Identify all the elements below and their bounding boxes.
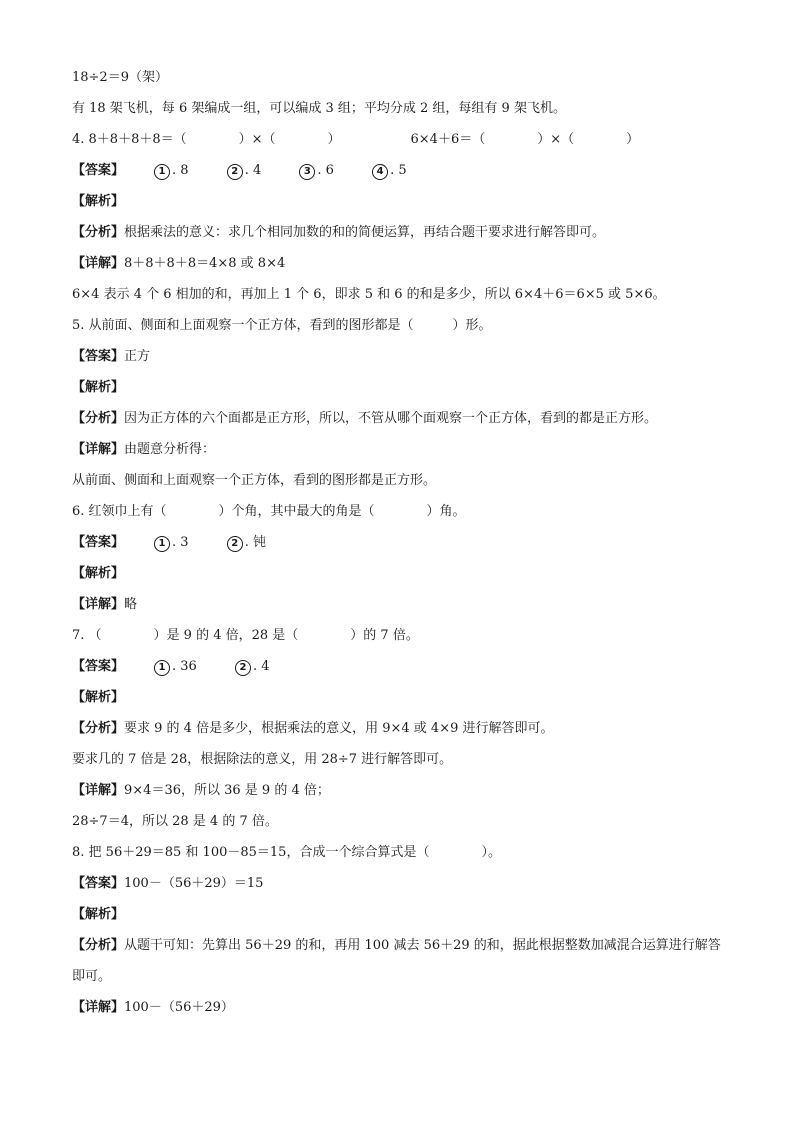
detail-text: 8＋8＋8＋8＝4×8 或 8×4: [124, 256, 286, 271]
circled-number: 1: [154, 660, 170, 676]
jiexi-heading: 【解析】: [72, 690, 125, 705]
answer-row: [72, 868, 732, 899]
answer-value: . 3: [172, 535, 189, 550]
answer-value: . 4: [252, 659, 270, 674]
detail-tag: 【详解】: [72, 442, 125, 457]
detail-text: 由题意分析得：: [124, 442, 216, 457]
detail-text: 100－（56＋29）: [124, 1000, 234, 1015]
question-4-part-b: 6×4＋6＝（ ）×（ ）: [410, 132, 640, 147]
detail-row: [72, 589, 732, 620]
answer-item: [154, 527, 189, 558]
answer-row: [72, 527, 732, 558]
detail-text: 略: [124, 597, 138, 612]
jiexi-heading: 【解析】: [72, 566, 125, 581]
answer-value: . 6: [317, 163, 334, 178]
answer-value: . 5: [390, 163, 407, 178]
detail-row: [72, 992, 732, 1023]
jiexi-heading: 【解析】: [72, 194, 125, 209]
document-page: [72, 62, 732, 1023]
circled-number: 2: [235, 660, 251, 676]
circled-number: 3: [299, 164, 315, 180]
answer-item: [154, 651, 197, 682]
detail-tag: 【详解】: [72, 597, 125, 612]
answer-value: . 钝: [244, 535, 266, 550]
answer-item: [235, 651, 270, 682]
detail-tag: 【详解】: [72, 256, 125, 271]
answer-item: [299, 155, 334, 186]
detail-row: [72, 775, 732, 806]
answer-tag: 【答案】: [72, 535, 125, 550]
analysis-row: [72, 713, 732, 744]
analysis-tag: 【分析】: [72, 411, 125, 426]
answer-item: [372, 155, 407, 186]
circled-number: 1: [154, 164, 170, 180]
analysis-row: [72, 930, 732, 992]
circled-number: 2: [227, 164, 243, 180]
answer-value: 正方: [124, 349, 151, 364]
analysis-text: 从题干可知：先算出 56＋29 的和，再用 100 减去 56＋29 的和，据此根据整数加减混合运算进行解答即可。: [72, 938, 721, 984]
answer-list: [124, 651, 270, 682]
detail-text: 9×4＝36，所以 36 是 9 的 4 倍；: [124, 783, 330, 798]
jiexi-heading: 【解析】: [72, 907, 125, 922]
answer-value: . 4: [244, 163, 262, 178]
answer-item: [154, 155, 189, 186]
text-line: 18÷2＝9（架）: [72, 70, 168, 85]
answer-tag: 【答案】: [72, 349, 125, 364]
jiexi-heading: 【解析】: [72, 380, 125, 395]
answer-list: [124, 527, 266, 558]
circled-number: 1: [154, 536, 170, 552]
answer-list: [124, 155, 407, 186]
question-8: 8. 把 56＋29＝85 和 100－85＝15，合成一个综合算式是（ ）。: [72, 845, 501, 860]
text-line: 6×4 表示 4 个 6 相加的和，再加上 1 个 6，即求 5 和 6 的和是多少，所以 6×4＋6＝6×5 或 5×6。: [72, 287, 666, 302]
answer-tag: 【答案】: [72, 876, 125, 891]
question-4: [72, 124, 732, 155]
detail-tag: 【详解】: [72, 783, 125, 798]
circled-number: 2: [227, 536, 243, 552]
text-line: 从前面、侧面和上面观察一个正方体，看到的图形都是正方形。: [72, 473, 437, 488]
detail-row: [72, 248, 732, 279]
circled-number: 4: [372, 164, 388, 180]
analysis-row: [72, 217, 732, 248]
question-7: 7. （ ）是 9 的 4 倍，28 是（ ）的 7 倍。: [72, 628, 419, 643]
question-6: 6. 红领巾上有（ ）个角，其中最大的角是（ ）角。: [72, 504, 466, 519]
answer-row: [72, 155, 732, 186]
analysis-text: 因为正方体的六个面都是正方形，所以，不管从哪个面观察一个正方体，看到的都是正方形。: [124, 411, 658, 426]
question-5: 5. 从前面、侧面和上面观察一个正方体，看到的图形都是（ ）形。: [72, 318, 492, 333]
detail-row: [72, 434, 732, 465]
analysis-tag: 【分析】: [72, 225, 125, 240]
analysis-row: [72, 403, 732, 434]
analysis-tag: 【分析】: [72, 938, 125, 953]
answer-tag: 【答案】: [72, 659, 125, 674]
question-4-part-a: 4. 8＋8＋8＋8＝（ ）×（ ）: [72, 132, 341, 147]
detail-tag: 【详解】: [72, 1000, 125, 1015]
answer-tag: 【答案】: [72, 163, 125, 178]
text-line: 有 18 架飞机，每 6 架编成一组，可以编成 3 组；平均分成 2 组，每组有 9 架飞机。: [72, 101, 566, 116]
answer-item: [227, 527, 266, 558]
analysis-text: 要求 9 的 4 倍是多少，根据乘法的意义，用 9×4 或 4×9 进行解答即可。: [124, 721, 554, 736]
answer-item: [227, 155, 262, 186]
answer-row: [72, 651, 732, 682]
analysis-text: 根据乘法的意义：求几个相同加数的和的简便运算，再结合题干要求进行解答即可。: [124, 225, 606, 240]
answer-value: . 36: [172, 659, 197, 674]
answer-row: [72, 341, 732, 372]
analysis-tag: 【分析】: [72, 721, 125, 736]
answer-value: . 8: [172, 163, 189, 178]
answer-value: 100－（56＋29）＝15: [124, 876, 264, 891]
text-line: 28÷7＝4，所以 28 是 4 的 7 倍。: [72, 814, 278, 829]
text-line: 要求几的 7 倍是 28，根据除法的意义，用 28÷7 进行解答即可。: [72, 752, 453, 767]
